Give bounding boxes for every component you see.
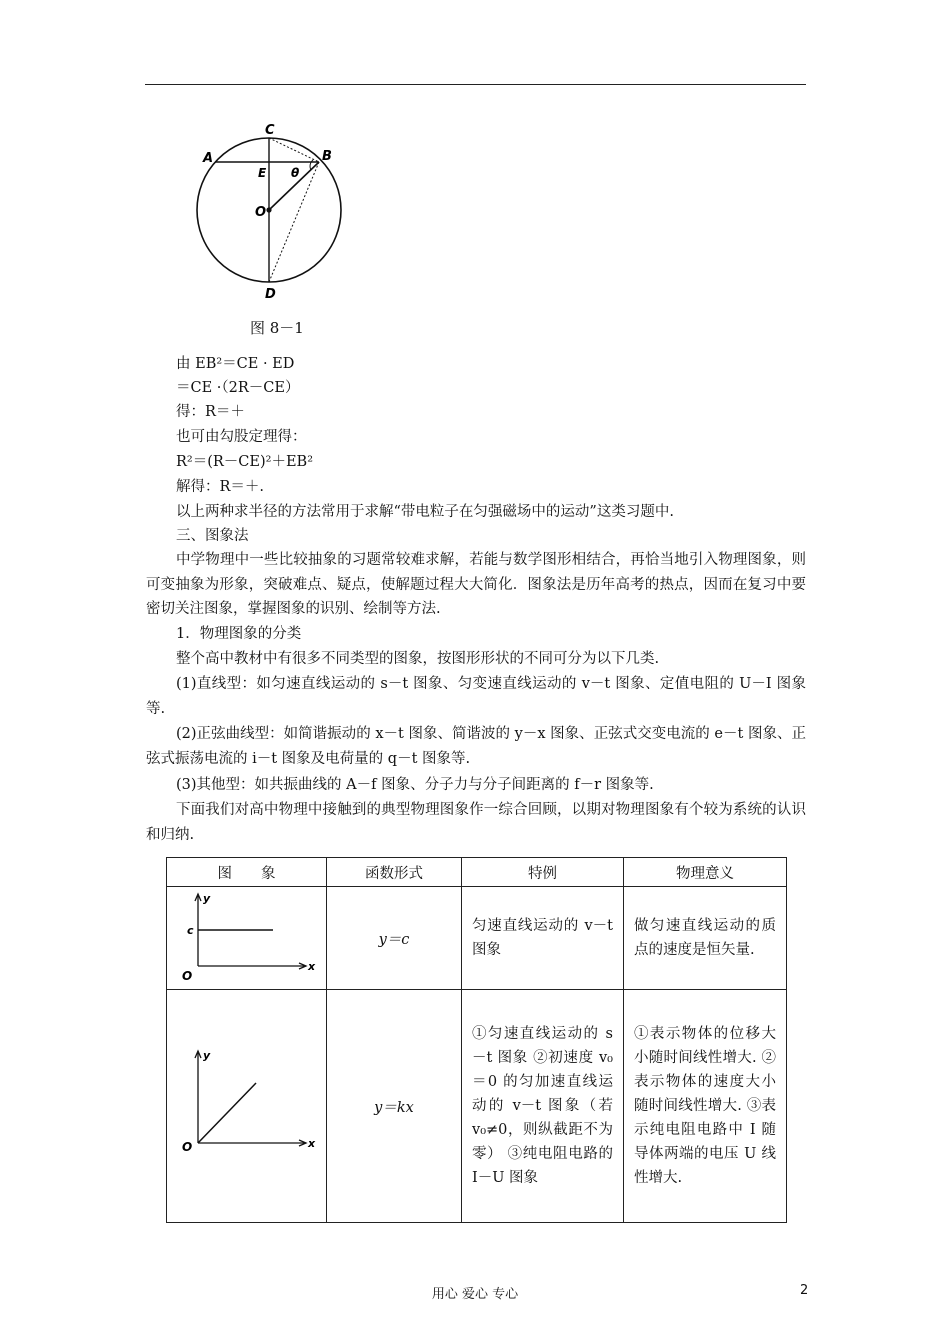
- table-row: [167, 990, 787, 1223]
- section-heading: 三、图象法: [176, 528, 249, 544]
- graph-table: [166, 857, 787, 1223]
- center-dot: [266, 207, 271, 212]
- label-d: D: [265, 287, 276, 302]
- header-meaning: 物理意义: [624, 858, 787, 887]
- axis-label-x: x: [308, 960, 316, 973]
- axis-label-o: O: [182, 969, 193, 983]
- dashed-cb: [269, 138, 319, 162]
- axis-label-x: x: [308, 1137, 316, 1150]
- list-item: (2)正弦曲线型：如简谐振动的 x－t 图象、简谐波的 y－x 图象、正弦式交变电流的 e－t 图象、正弦式振荡电流的 i－t 图象及电荷量的 q－t 图象等.: [146, 726, 806, 767]
- paragraph: 以上两种求半径的方法常用于求解“带电粒子在匀强磁场中的运动”这类习题中.: [176, 504, 674, 520]
- equation-line: R²＝(R－CE)²＋EB²: [176, 454, 314, 470]
- equation-line: ＝CE ·（2R－CE）: [176, 380, 300, 396]
- linear-graph: [168, 991, 326, 1217]
- header-graph: 图 象: [167, 858, 327, 887]
- circle-figure: [195, 120, 365, 320]
- axis-label-y: y: [203, 1049, 211, 1062]
- constant-graph: [168, 888, 326, 984]
- paragraph: 整个高中教材中有很多不同类型的图象，按图形形状的不同可分为以下几类.: [176, 651, 660, 667]
- axis-label-o: O: [182, 1140, 193, 1154]
- equation-line: 解得：R＝＋.: [176, 479, 265, 495]
- example-cell: 匀速直线运动的 v－t 图象: [462, 887, 624, 990]
- header-rule: [145, 84, 806, 85]
- figure-caption: 图 8－1: [250, 319, 304, 337]
- label-a: A: [203, 151, 214, 166]
- dashed-bd: [269, 162, 319, 282]
- list-item: (1)直线型：如匀速直线运动的 s－t 图象、匀变速直线运动的 v－t 图象、定值电阻的 U－I 图象等.: [146, 676, 806, 717]
- formula-cell: y＝kx: [327, 990, 462, 1223]
- label-c: C: [265, 123, 275, 138]
- formula-cell: y＝c: [327, 887, 462, 990]
- page-number: 2: [800, 1283, 809, 1298]
- equation-line: 也可由勾股定理得：: [176, 429, 307, 445]
- table-row: [167, 887, 787, 990]
- meaning-cell: ①表示物体的位移大小随时间线性增大. ②表示物体的速度大小随时间线性增大. ③表示纯电阻电路中 I 随导体两端的电压 U 线性增大.: [624, 990, 787, 1223]
- graph-cell: [167, 887, 327, 990]
- meaning-cell: 做匀速直线运动的质点的速度是恒矢量.: [624, 887, 787, 990]
- header-example: 特例: [462, 858, 624, 887]
- paragraph: 下面我们对高中物理中接触到的典型物理图象作一综合回顾，以期对物理图象有个较为系统的认识和归纳.: [146, 802, 806, 843]
- paragraph: 中学物理中一些比较抽象的习题常较难求解，若能与数学图形相结合，再恰当地引入物理图象，则可变抽象为形象，突破难点、疑点，使解题过程大大简化．图象法是历年高考的热点，因而在复习中要密切关注图象，掌握图象的识别、绘制等方法.: [146, 552, 806, 617]
- proportional-line: [198, 1083, 256, 1143]
- subsection-heading: 1．物理图象的分类: [176, 626, 302, 642]
- label-b: B: [322, 149, 332, 164]
- footer-text: 用心 爱心 专心: [431, 1287, 519, 1302]
- label-e: E: [258, 166, 267, 180]
- list-item: (3)其他型：如共振曲线的 A－f 图象、分子力与分子间距离的 f－r 图象等.: [176, 777, 654, 793]
- label-theta: θ: [291, 166, 300, 180]
- label-o: O: [255, 205, 267, 220]
- example-cell: ①匀速直线运动的 s－t 图象 ②初速度 v₀＝0 的匀加速直线运动的 v－t 图象（若 v₀≠0，则纵截距不为零） ③纯电阻电路的 I－U 图象: [462, 990, 624, 1223]
- table-header-row: [167, 858, 787, 887]
- axis-label-y: y: [203, 892, 211, 905]
- axis-label-c: c: [187, 924, 194, 937]
- equation-line: 得：R＝＋: [176, 404, 245, 420]
- equation-line: 由 EB²＝CE · ED: [176, 356, 295, 372]
- header-function: 函数形式: [327, 858, 462, 887]
- graph-cell: [167, 990, 327, 1223]
